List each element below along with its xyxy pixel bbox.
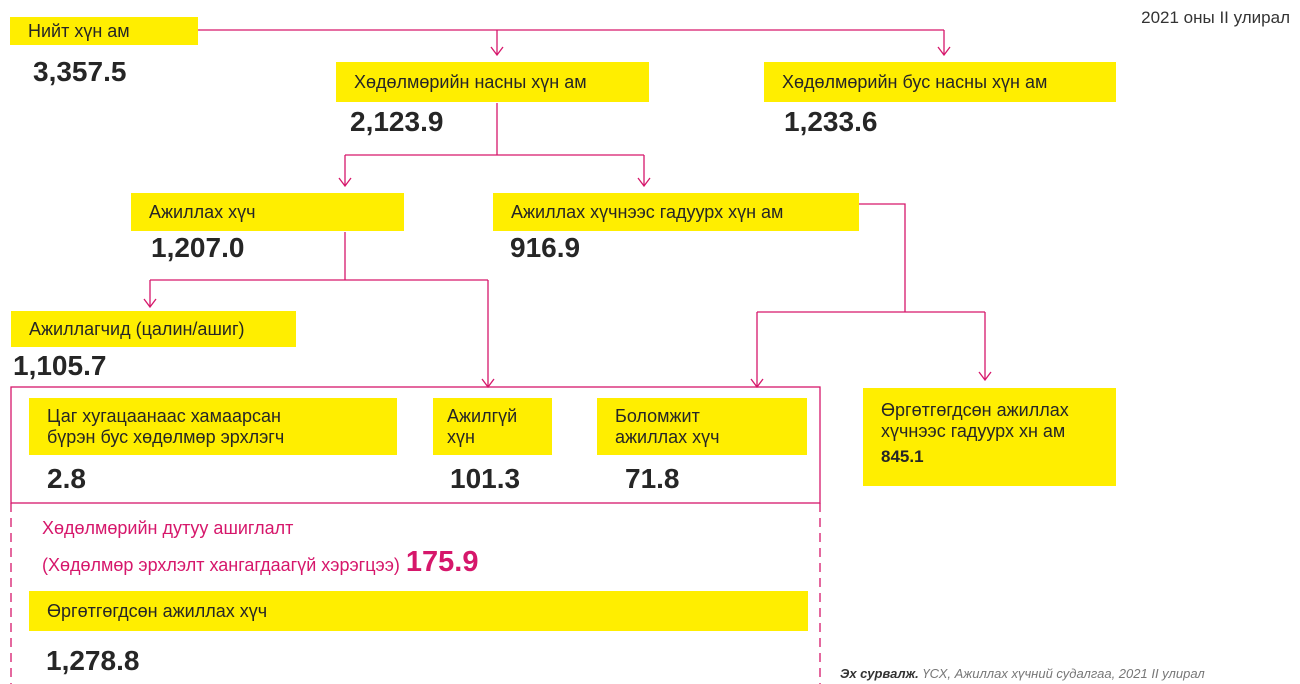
extended-labour-force-box [29,591,808,631]
extended-labour-force-label: Өргөтгөгдсөн ажиллах хүч [47,600,268,621]
time-underemployed-box [29,398,397,455]
connector-outside-side [859,204,905,312]
non-working-age-box [764,62,1116,102]
total-population-box [10,17,198,45]
period-label: 2021 оны II улирал [1141,8,1290,27]
working-age-box [336,62,649,102]
outside-labour-force-box [493,193,859,231]
employed-value: 1,105.7 [13,350,107,381]
extended-labour-force-value: 1,278.8 [46,645,140,676]
source-note [840,666,1205,681]
source-text: ҮСХ, Ажиллах хүчний судалгаа, 2021 II улирал [918,666,1205,681]
extended-outside-box [863,388,1116,486]
unemployed-box [433,398,552,455]
outside-labour-force-label: Ажиллах хүчнээс гадуурх хүн ам [511,201,784,222]
non-working-age-value: 1,233.6 [784,106,878,137]
total-population-label: Нийт хүн ам [28,20,130,41]
outside-labour-force-value: 916.9 [510,232,581,263]
source-prefix: Эх сурвалж. [840,666,919,681]
total-population-value: 3,357.5 [33,56,127,87]
underutilization-line [42,546,479,579]
unemployed-label: Ажилгүй хүн [447,405,518,447]
potential-labour-force-value: 71.8 [625,463,680,494]
non-working-age-label: Хөдөлмөрийн бус насны хүн ам [782,71,1048,92]
extended-outside-label: Өргөтгөгдсөн ажиллах хүчнээс гадуурх хн ам [881,400,1069,441]
extended-outside-content [881,400,1069,467]
potential-labour-force-box [597,398,807,455]
working-age-value: 2,123.9 [350,106,444,137]
labour-force-box [131,193,404,231]
employed-label: Ажиллагчид (цалин/ашиг) [29,318,245,339]
labour-force-label: Ажиллах хүч [149,201,256,222]
unemployed-value: 101.3 [450,463,521,494]
labour-force-value: 1,207.0 [151,232,245,263]
underutilization-value: 175.9 [405,546,479,578]
employed-box [11,311,296,347]
potential-labour-force-label: Боломжит ажиллах хүч [615,405,720,447]
time-underemployed-value: 2.8 [47,463,86,494]
underutilization-subtitle: (Хөдөлмөр эрхлэлт хангагдаагүй хэрэгцээ) [42,555,400,575]
underutilization-title: Хөдөлмөрийн дутуу ашиглалт [42,518,294,538]
extended-outside-value: 845.1 [881,447,924,466]
working-age-label: Хөдөлмөрийн насны хүн ам [354,71,587,92]
time-underemployed-label: Цаг хугацаанаас хамаарсан бүрэн бус хөдөлмөр эрхлэгч [47,405,285,447]
